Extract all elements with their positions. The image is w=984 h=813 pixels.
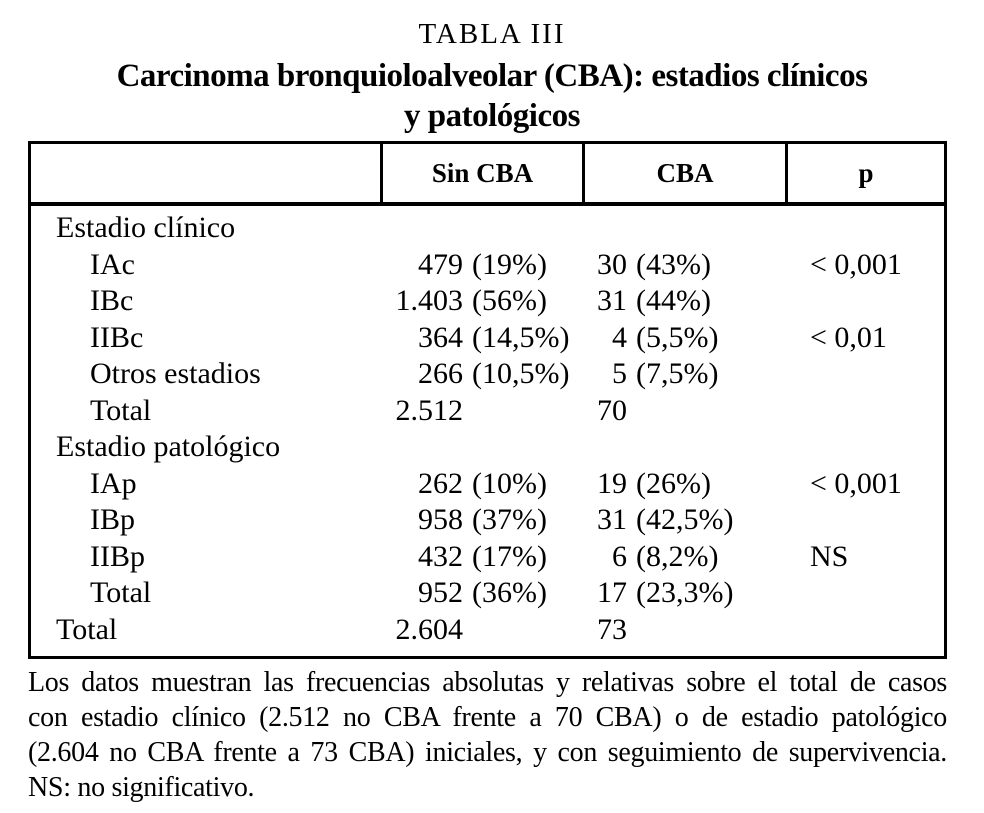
sin-cba-percent: (17%) bbox=[472, 539, 547, 573]
cba-percent: (8,2%) bbox=[636, 539, 719, 573]
sin-cba-count: 2.604 bbox=[395, 612, 463, 646]
cell-cba bbox=[582, 393, 785, 430]
footnote-line: Los datos muestran las frecuencias absolutas y relativas sobre el total de casos bbox=[28, 667, 947, 698]
table-row bbox=[31, 247, 944, 284]
header-cell-p: p bbox=[785, 144, 944, 202]
cell-cba bbox=[582, 539, 785, 576]
cba-percent: (42,5%) bbox=[636, 503, 734, 536]
sin-cba-percent: (10%) bbox=[472, 466, 547, 500]
sin-cba-percent: (56%) bbox=[472, 284, 547, 317]
row-label: Otros estadios bbox=[90, 357, 261, 390]
cell-cba bbox=[582, 283, 785, 320]
table-footnote bbox=[28, 665, 947, 805]
cba-count: 6 bbox=[612, 539, 627, 573]
header-cell-empty bbox=[31, 144, 380, 202]
cell-cba bbox=[582, 429, 785, 466]
cell-p-value bbox=[785, 502, 944, 539]
cell-cba bbox=[582, 247, 785, 284]
sin-cba-percent: (36%) bbox=[472, 576, 547, 609]
table-title-line-2: y patológicos bbox=[404, 98, 580, 134]
table-row bbox=[31, 393, 944, 430]
cba-count: 5 bbox=[612, 357, 627, 390]
table-body bbox=[31, 206, 944, 656]
cell-cba bbox=[582, 210, 785, 247]
cell-p-value: < 0,01 bbox=[810, 320, 887, 354]
cba-percent: (5,5%) bbox=[636, 320, 719, 354]
cba-count: 73 bbox=[597, 612, 627, 646]
sin-cba-count: 364 bbox=[418, 320, 463, 354]
table-row bbox=[31, 575, 944, 612]
cba-count: 31 bbox=[597, 284, 627, 317]
cell-cba bbox=[582, 575, 785, 612]
footnote-line: NS: no significativo. bbox=[28, 772, 255, 803]
row-label: Total bbox=[90, 576, 152, 609]
table-row bbox=[31, 429, 944, 466]
cba-percent: (43%) bbox=[636, 247, 711, 281]
cell-p-value: < 0,001 bbox=[810, 247, 902, 281]
cba-count: 30 bbox=[597, 247, 627, 281]
row-label: IAc bbox=[90, 247, 135, 281]
sin-cba-count: 1.403 bbox=[395, 284, 463, 317]
table-header-row bbox=[31, 144, 944, 206]
cell-p-value bbox=[785, 356, 944, 393]
table-title bbox=[0, 56, 984, 136]
sin-cba-count: 2.512 bbox=[395, 393, 463, 427]
cell-cba bbox=[582, 612, 785, 649]
cell-p-value bbox=[785, 575, 944, 612]
cell-p-value: NS bbox=[810, 539, 849, 573]
cba-percent: (44%) bbox=[636, 284, 711, 317]
cba-count: 31 bbox=[597, 503, 627, 536]
sin-cba-count: 479 bbox=[418, 247, 463, 281]
cell-sin-cba bbox=[380, 612, 582, 649]
cba-percent: (7,5%) bbox=[636, 357, 719, 390]
cell-p-value bbox=[785, 612, 944, 649]
row-label: IBp bbox=[90, 503, 135, 536]
cell-cba bbox=[582, 320, 785, 357]
cell-sin-cba bbox=[380, 320, 582, 357]
sin-cba-count: 266 bbox=[418, 357, 463, 390]
table-row bbox=[31, 466, 944, 503]
sin-cba-count: 262 bbox=[418, 466, 463, 500]
cell-sin-cba bbox=[380, 393, 582, 430]
cell-sin-cba bbox=[380, 210, 582, 247]
row-label: Total bbox=[56, 612, 118, 646]
sin-cba-percent: (37%) bbox=[472, 503, 547, 536]
cell-sin-cba bbox=[380, 429, 582, 466]
sin-cba-percent: (10,5%) bbox=[472, 357, 570, 390]
sin-cba-count: 432 bbox=[418, 539, 463, 573]
row-label: IAp bbox=[90, 466, 137, 500]
row-label: Estadio patológico bbox=[56, 430, 281, 463]
cba-count: 19 bbox=[597, 466, 627, 500]
cell-sin-cba bbox=[380, 539, 582, 576]
table-row bbox=[31, 283, 944, 320]
table-row bbox=[31, 612, 944, 649]
cell-sin-cba bbox=[380, 466, 582, 503]
table-row bbox=[31, 502, 944, 539]
sin-cba-count: 958 bbox=[418, 503, 463, 536]
sin-cba-percent: (14,5%) bbox=[472, 320, 570, 354]
cell-p-value bbox=[785, 283, 944, 320]
row-label: Total bbox=[90, 393, 152, 427]
cba-percent: (23,3%) bbox=[636, 576, 734, 609]
sin-cba-percent: (19%) bbox=[472, 247, 547, 281]
cba-count: 17 bbox=[597, 576, 627, 609]
data-table bbox=[28, 141, 947, 659]
cell-cba bbox=[582, 502, 785, 539]
row-label: Estadio clínico bbox=[56, 211, 236, 244]
cell-p-value: < 0,001 bbox=[810, 466, 902, 500]
row-label: IIBc bbox=[90, 320, 144, 354]
cba-percent: (26%) bbox=[636, 466, 711, 500]
sin-cba-count: 952 bbox=[418, 576, 463, 609]
table-row bbox=[31, 210, 944, 247]
table-row bbox=[31, 320, 944, 357]
cba-count: 4 bbox=[612, 320, 627, 354]
cell-sin-cba bbox=[380, 502, 582, 539]
cell-sin-cba bbox=[380, 575, 582, 612]
footnote-line: (2.604 no CBA frente a 73 CBA) iniciales, y con seguimiento de supervivencia. bbox=[28, 737, 947, 768]
cell-cba bbox=[582, 466, 785, 503]
table-title-line-1: Carcinoma bronquioloalveolar (CBA): estadios clínicos bbox=[116, 58, 868, 94]
table-number: TABLA III bbox=[418, 18, 566, 50]
table-row bbox=[31, 356, 944, 393]
header-cell-sin-cba: Sin CBA bbox=[380, 144, 582, 202]
table-row bbox=[31, 539, 944, 576]
footnote-line: con estadio clínico (2.512 no CBA frente a 70 CBA) o de estadio patológico bbox=[28, 702, 947, 733]
cell-p-value bbox=[785, 429, 944, 466]
cell-p-value bbox=[785, 210, 944, 247]
cell-p-value bbox=[785, 393, 944, 430]
header-cell-cba: CBA bbox=[582, 144, 785, 202]
title-block bbox=[0, 18, 984, 136]
cell-cba bbox=[582, 356, 785, 393]
cell-sin-cba bbox=[380, 283, 582, 320]
cell-sin-cba bbox=[380, 247, 582, 284]
row-label: IBc bbox=[90, 284, 134, 317]
row-label: IIBp bbox=[90, 539, 145, 573]
cell-sin-cba bbox=[380, 356, 582, 393]
cba-count: 70 bbox=[597, 393, 627, 427]
